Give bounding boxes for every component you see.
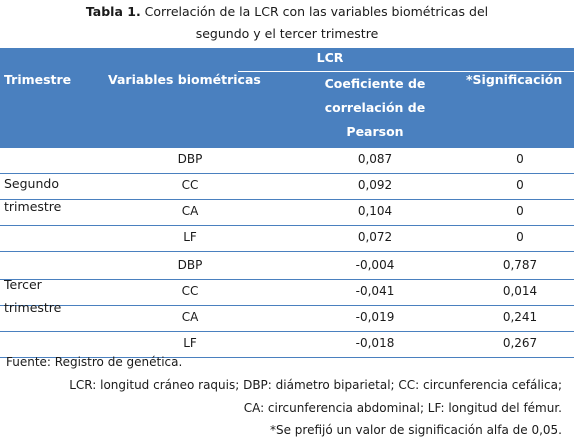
cell-variable: DBP bbox=[177, 258, 203, 272]
header-trimester: Trimestre bbox=[4, 72, 72, 87]
cell-significance: 0,241 bbox=[502, 310, 538, 324]
table-row bbox=[0, 306, 574, 332]
cell-variable: CC bbox=[181, 178, 199, 192]
table-row bbox=[0, 254, 574, 280]
header-coef-line3: Pearson bbox=[346, 124, 404, 139]
cell-coefficient: -0,019 bbox=[355, 310, 395, 324]
header-coef-line1: Coeficiente de bbox=[324, 76, 426, 91]
cell-coefficient: -0,041 bbox=[355, 284, 395, 298]
cell-coefficient: 0,092 bbox=[357, 178, 393, 192]
group-label-line2: trimestre bbox=[4, 300, 62, 315]
table-body bbox=[0, 148, 574, 358]
note-abbreviations-1: LCR: longitud cráneo raquis; DBP: diámetro biparietal; CC: circunferencia cefálica; bbox=[69, 378, 562, 392]
table-row bbox=[0, 280, 574, 306]
cell-coefficient: 0,087 bbox=[357, 152, 393, 166]
cell-significance: 0 bbox=[516, 204, 524, 218]
table-row bbox=[0, 148, 574, 174]
cell-significance: 0,787 bbox=[502, 258, 538, 272]
note-source: Fuente: Registro de genética. bbox=[6, 355, 183, 369]
note-alpha: *Se prefijó un valor de significación alfa de 0,05. bbox=[269, 423, 562, 437]
header-coefficient bbox=[300, 72, 450, 144]
caption-text-1: Correlación de la LCR con las variables biométricas del bbox=[140, 4, 489, 19]
cell-significance: 0,014 bbox=[502, 284, 538, 298]
cell-coefficient: 0,072 bbox=[357, 230, 393, 244]
header-group-lcr: LCR bbox=[316, 50, 344, 65]
cell-significance: 0 bbox=[516, 230, 524, 244]
header-coef-line2: correlación de bbox=[324, 100, 426, 115]
group-label-third-trimester bbox=[4, 273, 61, 319]
group-label-line2: trimestre bbox=[4, 199, 62, 214]
group-label-line1: Segundo bbox=[4, 176, 59, 191]
table-row bbox=[0, 226, 574, 252]
table-row bbox=[0, 174, 574, 200]
note-abbreviations-2: CA: circunferencia abdominal; LF: longitud del fémur. bbox=[243, 401, 562, 415]
caption-text-2: segundo y el tercer trimestre bbox=[195, 26, 379, 41]
header-variables: Variables biométricas bbox=[108, 72, 261, 87]
table-caption bbox=[0, 0, 574, 23]
table-header bbox=[0, 48, 574, 148]
header-significance: *Significación bbox=[466, 72, 563, 87]
cell-variable: LF bbox=[183, 230, 197, 244]
cell-significance: 0 bbox=[516, 178, 524, 192]
cell-significance: 0 bbox=[516, 152, 524, 166]
cell-coefficient: 0,104 bbox=[357, 204, 393, 218]
group-label-line1: Tercer bbox=[4, 277, 42, 292]
cell-variable: CA bbox=[181, 204, 199, 218]
cell-coefficient: -0,004 bbox=[355, 258, 395, 272]
cell-variable: CA bbox=[181, 310, 199, 324]
cell-variable: DBP bbox=[177, 152, 203, 166]
caption-label: Tabla 1. bbox=[85, 4, 141, 19]
cell-coefficient: -0,018 bbox=[355, 336, 395, 350]
cell-variable: CC bbox=[181, 284, 199, 298]
cell-variable: LF bbox=[183, 336, 197, 350]
cell-significance: 0,267 bbox=[502, 336, 538, 350]
table-row bbox=[0, 200, 574, 226]
group-label-second-trimester bbox=[4, 172, 61, 218]
